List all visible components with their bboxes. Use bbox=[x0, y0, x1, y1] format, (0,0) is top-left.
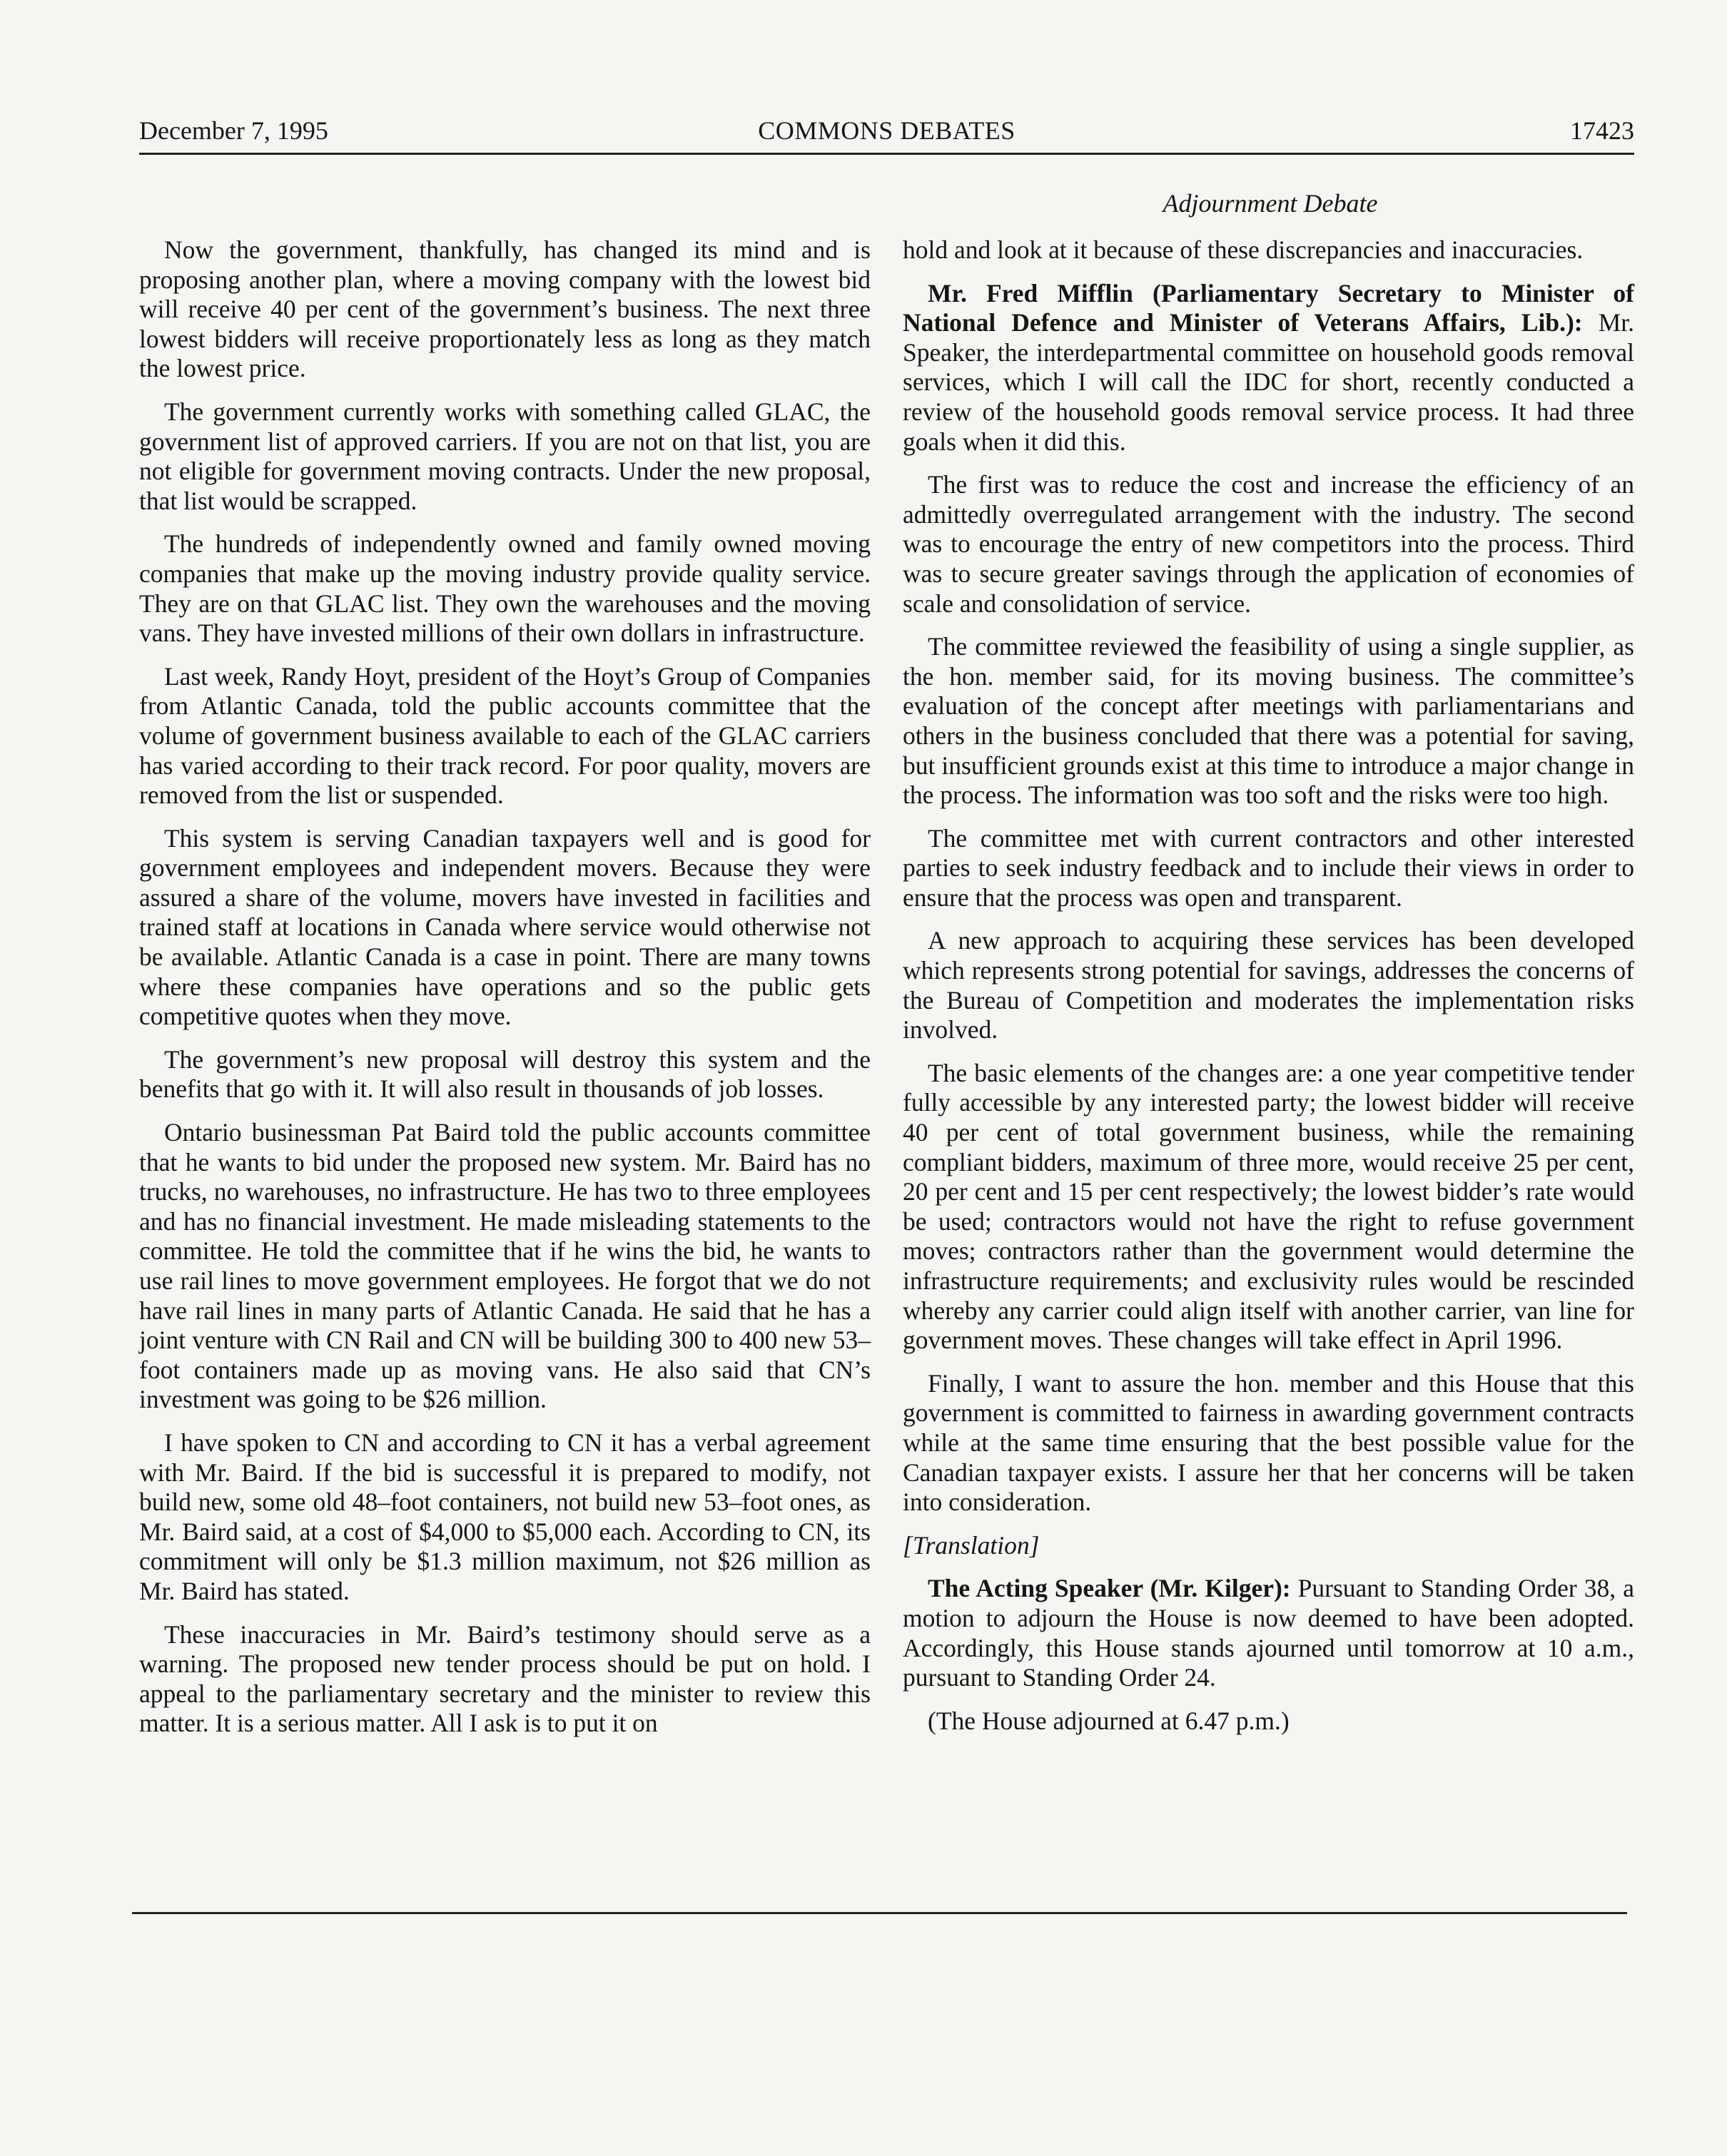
header-rule bbox=[139, 153, 1634, 155]
speech-text: Pursuant to Standing Order 38, a motion to adjourn the House is now deemed to have been adopted. Accordingly, this House stands ajourned until tomorrow at 10 a.m., pursuant to Standing Order 24. bbox=[903, 1574, 1634, 1692]
page-header bbox=[139, 113, 1634, 156]
paragraph: I have spoken to CN and according to CN it has a verbal agreement with Mr. Baird. If the bid is successful it is prepared to modify, not build new, some old 48–foot containers, not build new 53–foot ones, as Mr. Baird said, at a cost of $4,000 to $5,000 each. According to CN, its commitment will only be $1.3 million maximum, not $26 million as Mr. Baird has stated. bbox=[139, 1428, 871, 1605]
speech-mifflin bbox=[903, 279, 1634, 457]
paragraph: The hundreds of independently owned and family owned moving companies that make up the moving industry provide quality service. They are on that GLAC list. They own the warehouses and the moving vans. They have invested millions of their own dollars in infrastructure. bbox=[139, 529, 871, 648]
header-date: December 7, 1995 bbox=[139, 116, 328, 145]
paragraph: The government currently works with something called GLAC, the government list of approved carriers. If you are not on that list, you are not eligible for government moving contracts. Under the new proposal, that list would be scrapped. bbox=[139, 397, 871, 515]
paragraph: Last week, Randy Hoyt, president of the Hoyt’s Group of Companies from Atlantic Canada, told the public accounts committee that the volume of government business available to each of the GLAC carriers has varied according to their track record. For poor quality, movers are removed from the list or suspended. bbox=[139, 661, 871, 810]
paragraph: The basic elements of the changes are: a one year competitive tender fully accessible by any interested party; the lowest bidder will receive 40 per cent of total government business, while the remaining compliant bidders, maximum of three more, would receive 25 per cent, 20 per cent and 15 per cent respectively; the lowest bidder’s rate would be used; contractors would not have the right to refuse government moves; contractors rather than the government would determine the infrastructure requirements; and exclusivity rules would be rescinded whereby any carrier could align itself with another carrier, van line for government moves. These changes will take effect in April 1996. bbox=[903, 1058, 1634, 1355]
translation-tag: [Translation] bbox=[903, 1530, 1040, 1560]
paragraph: The committee met with current contractors and other interested parties to seek industry feedback and to include their views in order to ensure that the process was open and transparent. bbox=[903, 823, 1634, 912]
right-column bbox=[903, 235, 1634, 1749]
speaker-name: The Acting Speaker (Mr. Kilger): bbox=[928, 1574, 1291, 1603]
section-title: Adjournment Debate bbox=[1163, 189, 1378, 218]
speaker-name: Mr. Fred Mifflin (Parliamentary Secretary to Minister of National Defence and Minister of Veterans Affairs, Lib.): bbox=[903, 278, 1634, 337]
paragraph: Finally, I want to assure the hon. member and this House that this government is committed to fairness in awarding government contracts while at the same time ensuring that the best possible value for the Canadian taxpayer exists. I assure her that her concerns will be taken into consideration. bbox=[903, 1368, 1634, 1517]
left-column bbox=[139, 235, 871, 1752]
speech-acting-speaker bbox=[903, 1574, 1634, 1692]
paragraph: This system is serving Canadian taxpayers well and is good for government employees and independent movers. Because they were assured a share of the volume, movers have invested in facilities and trained staff at locations in Canada where service would otherwise not be available. Atlantic Canada is a case in point. There are many towns where these companies have operations and so the public gets competitive quotes when they move. bbox=[139, 823, 871, 1031]
paragraph: Now the government, thankfully, has changed its mind and is proposing another plan, where a moving company with the lowest bid will receive 40 per cent of the government’s business. The next three lowest bidders will receive proportionately less as long as they match the lowest price. bbox=[139, 235, 871, 383]
footer-rule bbox=[132, 1912, 1627, 1914]
paragraph: The first was to reduce the cost and increase the efficiency of an admittedly overregulated arrangement with the industry. The second was to encourage the entry of new competitors into the process. Third was to secure greater savings through the application of economies of scale and consolidation of service. bbox=[903, 470, 1634, 618]
paragraph: Ontario businessman Pat Baird told the public accounts committee that he wants to bid under the proposed new system. Mr. Baird has no trucks, no warehouses, no infrastructure. He has two to three employees and has no financial investment. He made misleading statements to the committee. He told the committee that if he wins the bid, he wants to use rail lines to move government employees. He forgot that we do not have rail lines in many parts of Atlantic Canada. He said that he has a joint venture with CN Rail and CN will be building 300 to 400 new 53–foot containers made up as moving vans. He also said that CN’s investment was going to be $26 million. bbox=[139, 1118, 871, 1414]
speech-text: Mr. Speaker, the interdepartmental committee on household goods removal services, which I will call the IDC for short, recently conducted a review of the household goods removal service process. It had three goals when it did this. bbox=[903, 308, 1635, 456]
paragraph: The committee reviewed the feasibility of using a single supplier, as the hon. member said, for its moving business. The committee’s evaluation of the concept after meetings with parliamentarians and others in the business concluded that there was a potential for saving, but insufficient grounds exist at this time to introduce a major change in the process. The information was too soft and the risks were too high. bbox=[903, 632, 1634, 810]
paragraph: These inaccuracies in Mr. Baird’s testimony should serve as a warning. The proposed new tender process should be put on hold. I appeal to the parliamentary secretary and the minister to review this matter. It is a serious matter. All I ask is to put it on bbox=[139, 1619, 871, 1738]
adjournment-note: (The House adjourned at 6.47 p.m.) bbox=[928, 1706, 1290, 1735]
paragraph: A new approach to acquiring these services has been developed which represents strong potential for savings, addresses the concerns of the Bureau of Competition and moderates the implementation risks involved. bbox=[903, 926, 1634, 1044]
paragraph: The government’s new proposal will destroy this system and the benefits that go with it. It will also result in thousands of job losses. bbox=[139, 1044, 871, 1104]
header-title: COMMONS DEBATES bbox=[758, 116, 1016, 145]
header-page-number: 17423 bbox=[1570, 116, 1634, 145]
continued-paragraph: hold and look at it because of these discrepancies and inaccuracies. bbox=[903, 235, 1584, 264]
